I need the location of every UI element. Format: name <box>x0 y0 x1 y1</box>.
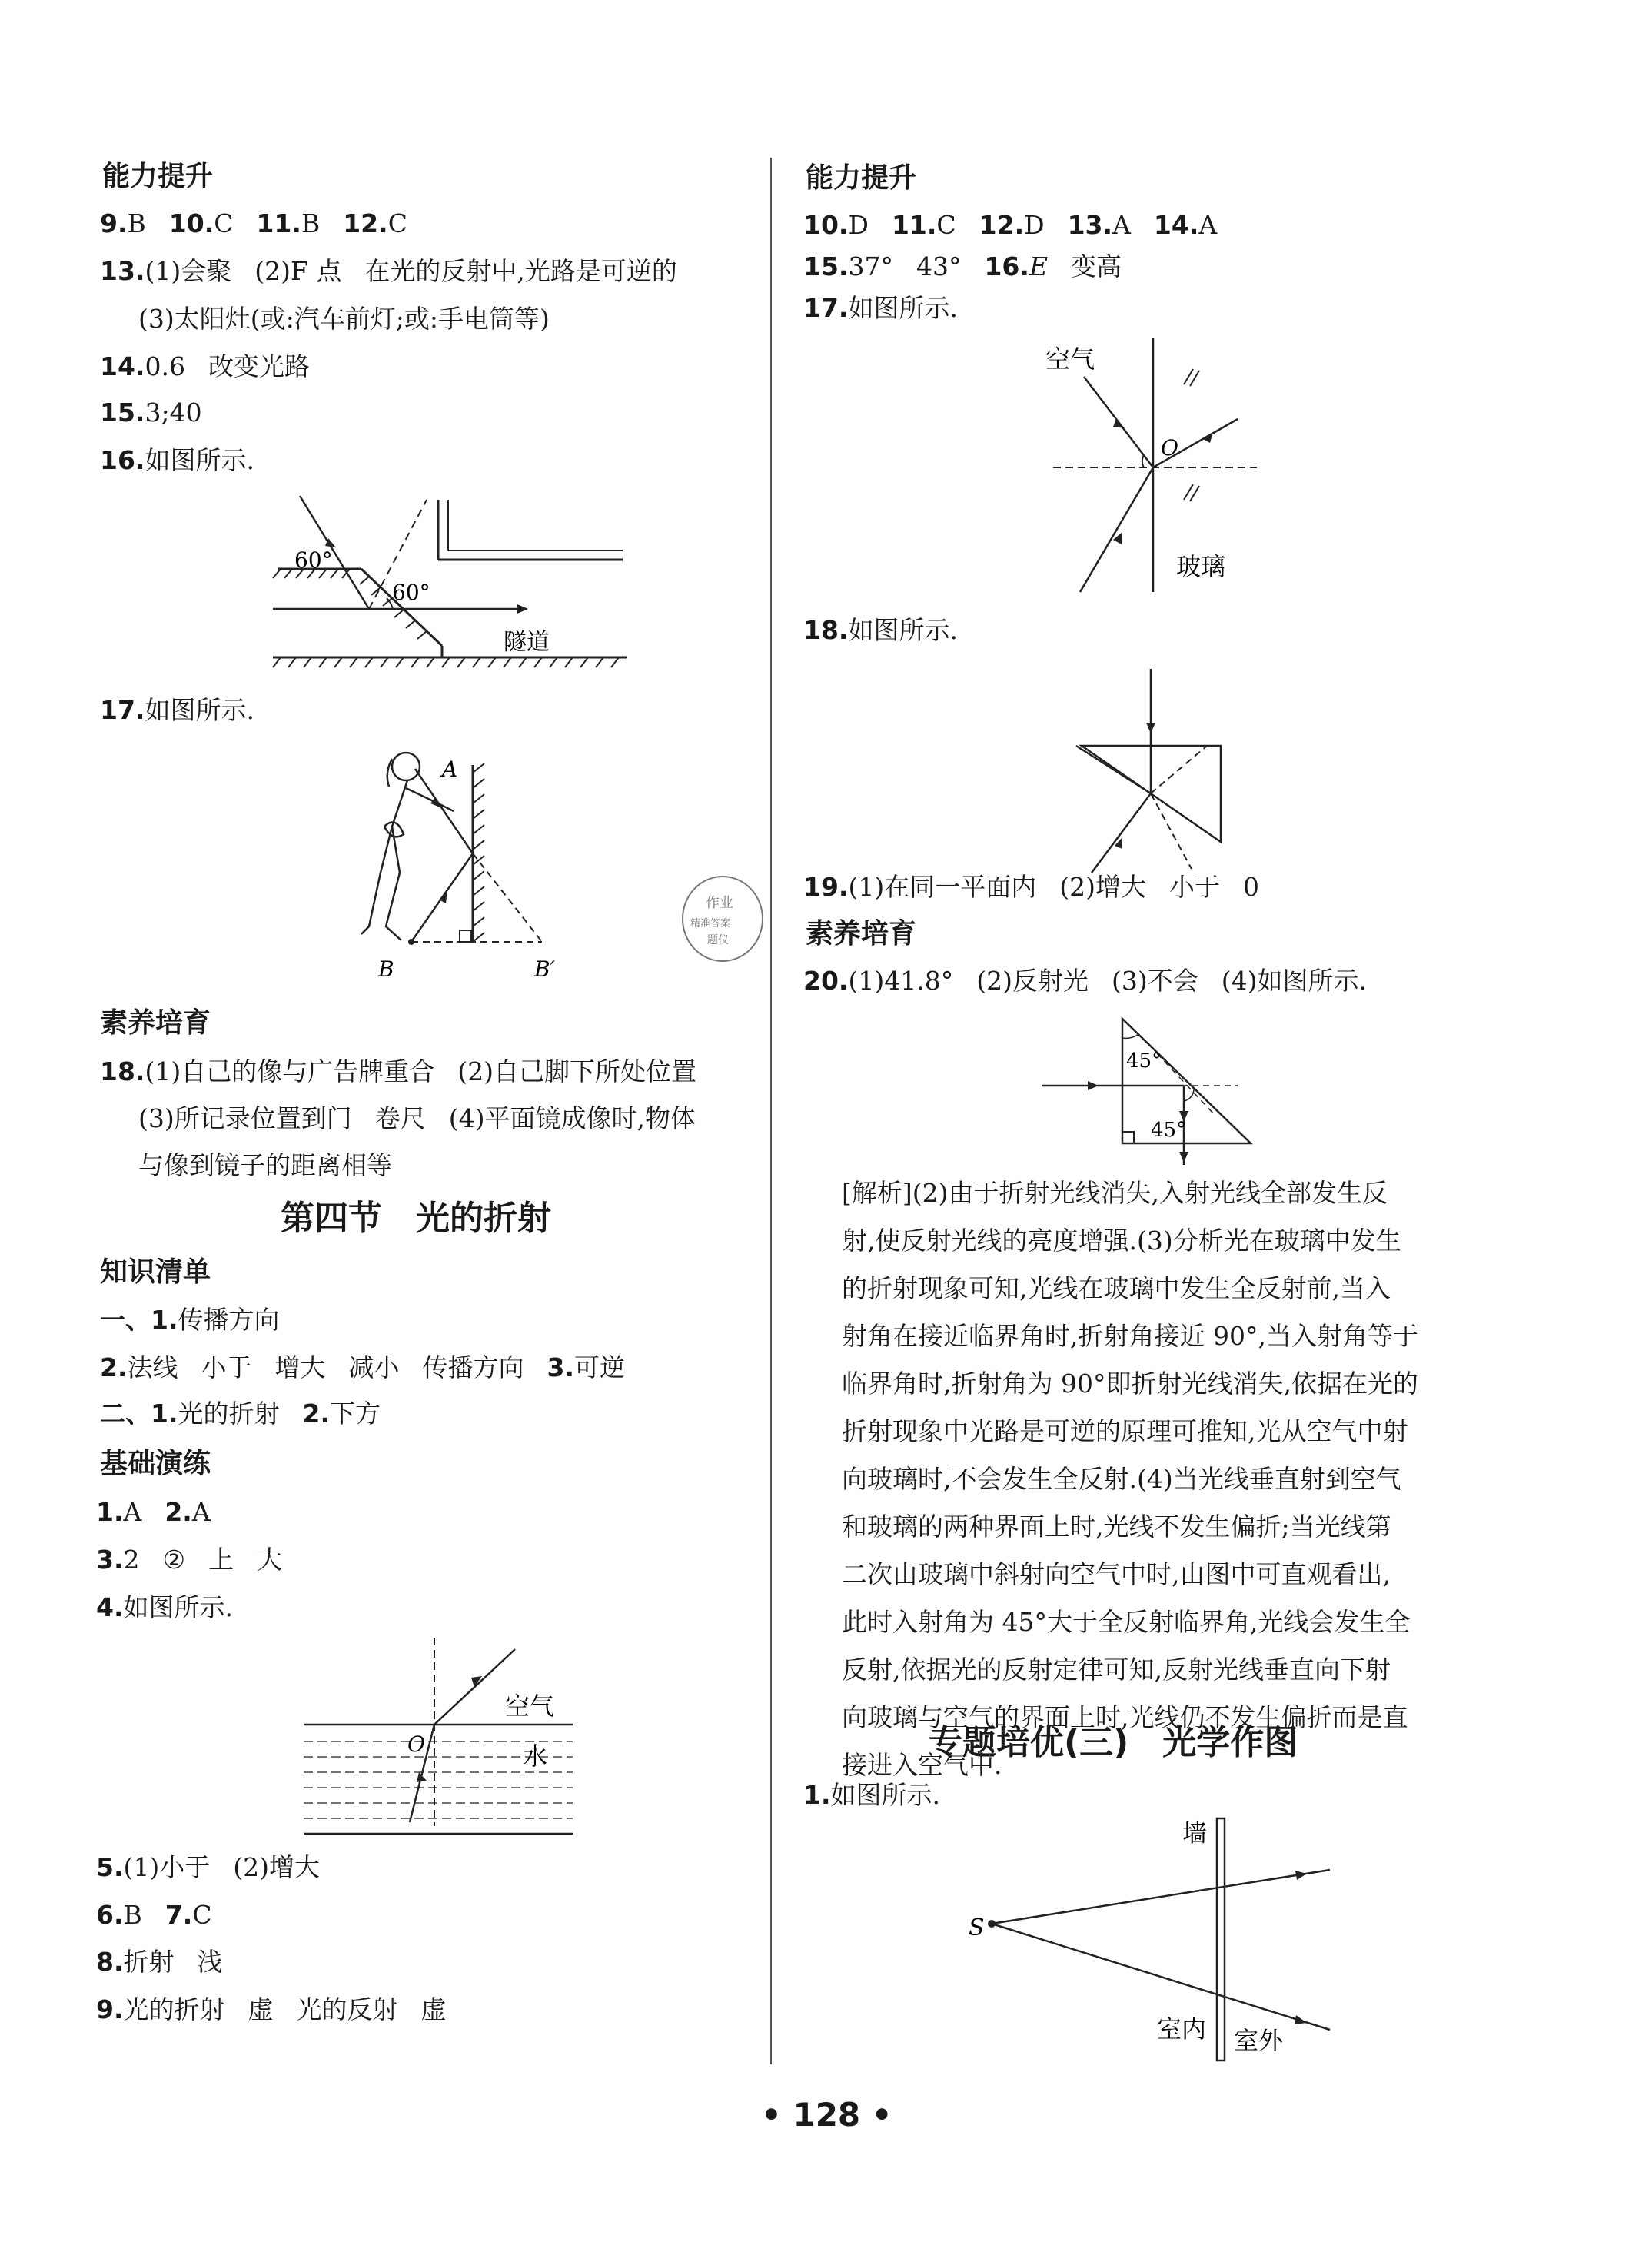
fig17-point-B: B <box>378 956 394 982</box>
left-answer-17: 17.如图所示. <box>100 695 254 725</box>
knowledge-3: 二、1.光的折射 2.下方 <box>100 1399 381 1429</box>
analysis-line: 射角在接近临界角时,折射角接近 90°,当入射角等于 <box>842 1321 1418 1351</box>
page-number: • 128 • <box>761 2096 892 2134</box>
fig4-air-label: 空气 <box>505 1691 555 1721</box>
left-heading-cultivation: 素养培育 <box>100 1007 211 1039</box>
analysis-line: 射,使反射光线的亮度增强.(3)分析光在玻璃中发生 <box>842 1226 1401 1256</box>
basic-8: 8.折射 浅 <box>96 1947 223 1977</box>
left-heading-knowledge: 知识清单 <box>100 1256 211 1288</box>
right-answer-19: 19.(1)在同一平面内 (2)增大 小于 0 <box>803 872 1259 902</box>
right-heading-cultivation: 素养培育 <box>806 918 917 950</box>
right-answer-p1: 1.如图所示. <box>803 1780 940 1810</box>
left-heading-basic: 基础演练 <box>100 1448 211 1479</box>
right-answer-18: 18.如图所示. <box>803 615 958 645</box>
analysis-line: 和玻璃的两种界面上时,光线不发生偏折;当光线第 <box>842 1512 1391 1542</box>
figure-1-wall <box>969 1811 1338 2064</box>
left-answer-14: 14.0.6 改变光路 <box>100 351 310 381</box>
analysis-line: 向玻璃时,不会发生全反射.(4)当光线垂直射到空气 <box>842 1464 1401 1494</box>
fig4-water-label: 水 <box>523 1741 548 1771</box>
right-answer-17: 17.如图所示. <box>803 293 958 323</box>
right-answer-15-16: 15.37° 43° 16.E 变高 <box>803 251 1122 281</box>
section-title-refraction: 第四节 光的折射 <box>281 1199 551 1238</box>
figure-17-air-glass <box>1045 338 1268 600</box>
section-title-optics-drawing: 专题培优(三) 光学作图 <box>929 1723 1298 1762</box>
fig16-angle-2: 60° <box>392 580 430 605</box>
figure-4-air-water <box>304 1638 580 1838</box>
column-divider <box>770 158 772 2064</box>
analysis-line: 临界角时,折射角为 90°即折射光线消失,依据在光的 <box>842 1369 1418 1399</box>
fig17-point-B-prime: B′ <box>534 956 555 982</box>
fig16-tunnel-label: 隧道 <box>504 629 550 656</box>
analysis-line: 此时入射角为 45°大于全反射临界角,光线会发生全 <box>842 1607 1411 1637</box>
knowledge-1: 一、1.传播方向 <box>100 1305 280 1335</box>
fig17r-point-O: O <box>1161 435 1178 461</box>
fig17-point-A: A <box>442 757 458 782</box>
basic-3: 3.2 ② 上 大 <box>96 1545 283 1575</box>
right-heading-ability: 能力提升 <box>806 162 917 194</box>
figure-20-45-prism <box>1042 1015 1265 1149</box>
left-answer-13-cont: (3)太阳灶(或:汽车前灯;或:手电筒等) <box>138 304 550 334</box>
fig20-angle-1: 45° <box>1126 1049 1162 1073</box>
fig1-inside-label: 室内 <box>1157 2014 1207 2044</box>
fig16-angle-1: 60° <box>294 547 333 573</box>
left-answer-15: 15.3;40 <box>100 398 202 427</box>
basic-9: 9.光的折射 虚 光的反射 虚 <box>96 1994 447 2024</box>
basic-4: 4.如图所示. <box>96 1592 233 1622</box>
fig1-outside-label: 室外 <box>1234 2026 1284 2055</box>
basic-1-2: 1.A 2.A <box>96 1497 211 1527</box>
analysis-line: 向玻璃与空气的界面上时,光线仍不发生偏折而是直 <box>842 1702 1408 1732</box>
fig20-angle-2: 45° <box>1151 1119 1187 1142</box>
left-answer-18-cont2: 与像到镜子的距离相等 <box>138 1150 392 1180</box>
fig17r-glass-label: 玻璃 <box>1176 552 1226 581</box>
figure-17-mirror-person <box>338 742 600 988</box>
right-answer-20: 20.(1)41.8° (2)反射光 (3)不会 (4)如图所示. <box>803 966 1367 996</box>
stamp-text-3: 题仪 <box>707 934 729 946</box>
figure-18-prism <box>1076 669 1230 877</box>
fig1-source-S: S <box>969 1914 985 1941</box>
fig1-wall-label: 墙 <box>1182 1818 1208 1848</box>
analysis-line: 折射现象中光路是可逆的原理可推知,光从空气中射 <box>842 1416 1408 1446</box>
knowledge-2: 2.法线 小于 增大 减小 传播方向 3.可逆 <box>100 1352 625 1382</box>
left-answer-16: 16.如图所示. <box>100 445 254 475</box>
right-answers-10-14: 10.D 11.C 12.D 13.A 14.A <box>803 210 1218 240</box>
basic-6-7: 6.B 7.C <box>96 1900 212 1930</box>
left-heading-ability: 能力提升 <box>102 161 214 192</box>
left-answer-13: 13.(1)会聚 (2)F 点 在光的反射中,光路是可逆的 <box>100 256 677 286</box>
analysis-line: 接进入空气中. <box>842 1750 1002 1780</box>
analysis-line: 的折射现象可知,光线在玻璃中发生全反射前,当入 <box>842 1273 1391 1303</box>
fig17r-air-label: 空气 <box>1045 344 1095 374</box>
left-answers-9-12: 9.B 10.C 11.B 12.C <box>100 208 407 238</box>
homework-stamp <box>676 873 769 965</box>
left-answer-18: 18.(1)自己的像与广告牌重合 (2)自己脚下所处位置 <box>100 1056 696 1086</box>
stamp-text-2: 精准答案 <box>690 918 731 930</box>
left-answer-18-cont1: (3)所记录位置到门 卷尺 (4)平面镜成像时,物体 <box>138 1103 696 1133</box>
analysis-line: 二次由玻璃中斜射向空气中时,由图中可直观看出, <box>842 1559 1391 1589</box>
fig4-point-O: O <box>407 1731 425 1757</box>
stamp-text-1: 作业 <box>706 895 733 911</box>
figure-16-tunnel-reflection <box>273 492 634 684</box>
basic-5: 5.(1)小于 (2)增大 <box>96 1852 320 1882</box>
analysis-line: 反射,依据光的反射定律可知,反射光线垂直向下射 <box>842 1655 1391 1685</box>
analysis-line: [解析](2)由于折射光线消失,入射光线全部发生反 <box>842 1178 1388 1208</box>
